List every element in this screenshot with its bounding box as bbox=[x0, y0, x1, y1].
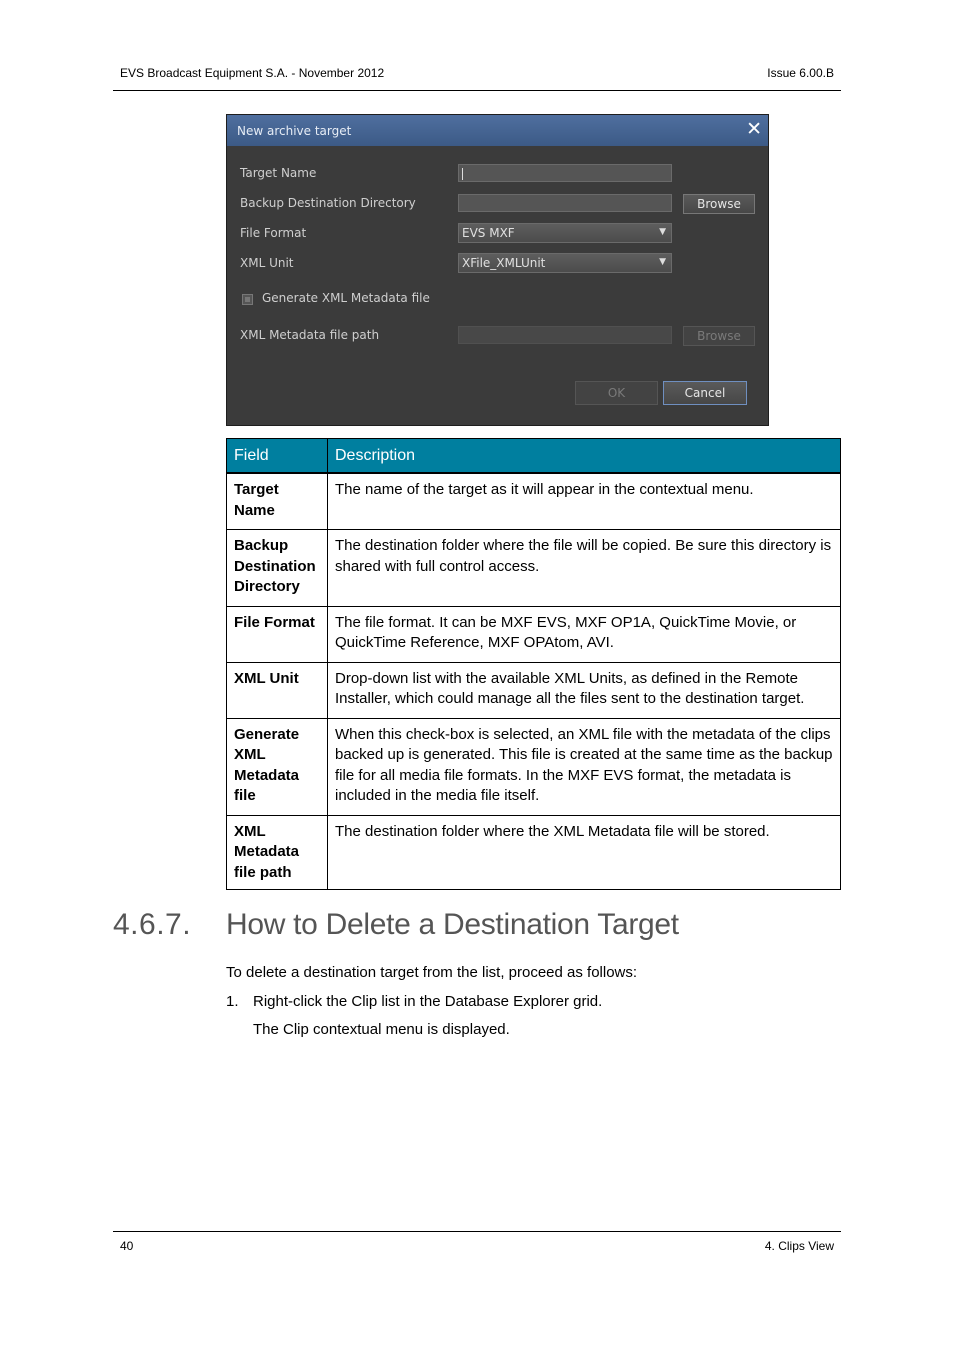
table-row bbox=[227, 815, 841, 890]
header-left: EVS Broadcast Equipment S.A. - November 2012 bbox=[120, 66, 385, 80]
table-header-description: Description bbox=[328, 439, 841, 474]
xml-unit-label: XML Unit bbox=[240, 256, 294, 270]
table-row bbox=[227, 718, 841, 815]
table-header-row bbox=[227, 439, 841, 474]
xml-unit-value: XFile_XMLUnit bbox=[462, 256, 546, 270]
table-cell-description: Drop-down list with the available XML Units, as defined in the Remote Installer, which could manage all the files sent to the destination target. bbox=[328, 662, 841, 718]
page-header bbox=[113, 64, 841, 91]
target-name-input[interactable] bbox=[458, 164, 672, 182]
file-format-select[interactable] bbox=[458, 223, 672, 243]
section-title: How to Delete a Destination Target bbox=[226, 908, 679, 941]
browse-button[interactable]: Browse bbox=[683, 194, 755, 214]
intro-paragraph: To delete a destination target from the list, proceed as follows: bbox=[226, 964, 638, 981]
file-format-value: EVS MXF bbox=[462, 226, 515, 240]
backup-dir-label: Backup Destination Directory bbox=[240, 196, 416, 210]
file-format-label: File Format bbox=[240, 226, 307, 240]
table-cell-description: When this check-box is selected, an XML file with the metadata of the clips backed up is generated. This file is created at the same time as the backup file for all media file formats. In the MXF EVS format, the metadata is included in the media file itself. bbox=[328, 718, 841, 815]
table-cell-field: Backup Destination Directory bbox=[227, 530, 328, 607]
step-result: The Clip contextual menu is displayed. bbox=[253, 1021, 510, 1038]
table-cell-description: The destination folder where the file will be copied. Be sure this directory is shared with full control access. bbox=[328, 530, 841, 607]
chevron-down-icon: ▼ bbox=[659, 227, 666, 237]
generate-xml-label: Generate XML Metadata file bbox=[262, 291, 430, 305]
page-number: 40 bbox=[120, 1239, 134, 1253]
chapter-name: 4. Clips View bbox=[764, 1239, 834, 1253]
close-icon[interactable]: ✕ bbox=[746, 118, 762, 140]
xml-unit-select[interactable] bbox=[458, 253, 672, 273]
table-header-field: Field bbox=[227, 439, 328, 474]
generate-xml-checkbox[interactable] bbox=[242, 294, 253, 305]
table-row bbox=[227, 530, 841, 607]
dialog-title-bar bbox=[227, 115, 768, 146]
ok-button[interactable]: OK bbox=[575, 381, 658, 405]
text-cursor bbox=[462, 168, 463, 180]
table-cell-description: The destination folder where the XML Metadata file will be stored. bbox=[328, 815, 841, 890]
chevron-down-icon: ▼ bbox=[659, 257, 666, 267]
table-cell-field: Target Name bbox=[227, 473, 328, 530]
step-number: 1. bbox=[226, 993, 239, 1010]
table-cell-description: The name of the target as it will appear in the contextual menu. bbox=[328, 473, 841, 530]
table-row bbox=[227, 606, 841, 662]
browse-xml-path-button[interactable]: Browse bbox=[683, 326, 755, 346]
section-number: 4.6.7. bbox=[113, 908, 192, 941]
field-description-table bbox=[226, 438, 841, 890]
table-row bbox=[227, 662, 841, 718]
table-cell-field: File Format bbox=[227, 606, 328, 662]
cancel-button[interactable]: Cancel bbox=[663, 381, 747, 405]
xml-path-label: XML Metadata file path bbox=[240, 328, 380, 342]
target-name-label: Target Name bbox=[240, 166, 317, 180]
table-cell-field: XML Metadata file path bbox=[227, 815, 328, 890]
backup-dir-input[interactable] bbox=[458, 194, 672, 212]
dialog-title: New archive target bbox=[237, 124, 352, 138]
table-cell-field: Generate XML Metadata file bbox=[227, 718, 328, 815]
new-archive-target-dialog bbox=[226, 114, 769, 426]
table-row bbox=[227, 473, 841, 530]
xml-path-input[interactable] bbox=[458, 326, 672, 344]
step-text: Right-click the Clip list in the Database Explorer grid. bbox=[253, 993, 603, 1010]
table-cell-description: The file format. It can be MXF EVS, MXF OP1A, QuickTime Movie, or QuickTime Reference, MXF OPAtom, AVI. bbox=[328, 606, 841, 662]
header-right: Issue 6.00.B bbox=[767, 66, 834, 80]
table-cell-field: XML Unit bbox=[227, 662, 328, 718]
page-footer bbox=[113, 1231, 841, 1253]
